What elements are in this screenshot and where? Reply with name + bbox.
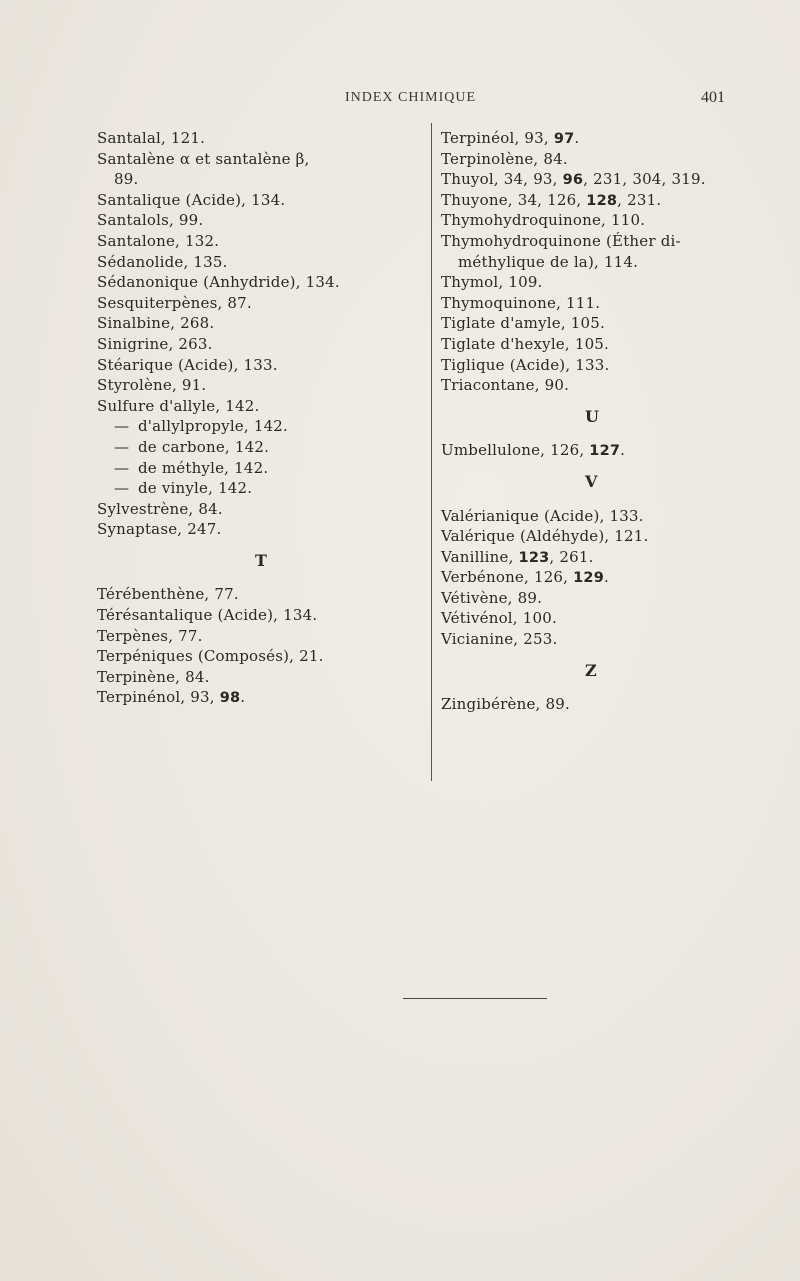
index-entry: Thymoquinone, 111. (441, 293, 601, 312)
index-entry: Zingibérène, 89. (441, 695, 570, 714)
index-entry-continuation: 89. (114, 170, 139, 189)
index-entry: Térébenthène, 77. (97, 585, 239, 604)
index-entry: Terpènes, 77. (97, 626, 203, 645)
index-entry: Styrolène, 91. (97, 376, 207, 395)
index-subentry (97, 478, 427, 499)
entry-text: Terpinénol, 93, (97, 688, 220, 707)
entry-text: . (240, 688, 246, 707)
index-entry: Sinigrine, 263. (97, 334, 213, 353)
subentry-text: de carbone, 142. (138, 437, 270, 456)
index-entry: Santalique (Acide), 134. (97, 190, 286, 209)
index-column-left (97, 128, 427, 708)
subentry-text: d'allylpropyle, 142. (138, 417, 289, 436)
index-entry: Synaptase, 247. (97, 520, 222, 539)
index-entry: Sinalbine, 268. (97, 314, 215, 333)
index-entry: Thymol, 109. (441, 273, 543, 292)
ditto-dash: — (114, 479, 130, 498)
index-entry: Térésantalique (Acide), 134. (97, 606, 318, 625)
index-entry: Thymohydroquinone (Éther di- (441, 231, 681, 250)
index-entry: Sulfure d'allyle, 142. (97, 396, 260, 415)
entry-text: , 231, 304, 319. (583, 170, 706, 189)
index-entry: Sylvestrène, 84. (97, 499, 223, 518)
index-entry-continuation: méthylique de la), 114. (458, 252, 639, 271)
index-entry: Vétivène, 89. (441, 588, 543, 607)
index-entry (441, 190, 781, 211)
subentry-text: de méthyle, 142. (138, 458, 269, 477)
index-entry: Tiglate d'hexyle, 105. (441, 334, 610, 353)
section-letter-u: U (585, 406, 600, 426)
index-entry: Vétivénol, 100. (441, 609, 557, 628)
entry-text: Verbénone, 126, (441, 568, 574, 587)
index-entry: Santalène α et santalène β, (97, 149, 310, 168)
entry-text: . (574, 129, 580, 147)
index-subentry (97, 416, 427, 437)
index-subentry (97, 437, 427, 458)
index-entry: Terpinène, 84. (97, 667, 210, 686)
index-column-right (441, 128, 781, 715)
entry-text: Thuyol, 34, 93, (441, 170, 563, 189)
index-entry: Sédanonique (Anhydride), 134. (97, 273, 340, 292)
index-entry: Santalal, 121. (97, 129, 206, 147)
entry-text: . (604, 568, 609, 587)
index-entry: Valérianique (Acide), 133. (441, 506, 644, 525)
index-entry: Thymohydroquinone, 110. (441, 211, 646, 230)
index-entry: Triacontane, 90. (441, 376, 570, 395)
entry-text: . (620, 441, 626, 460)
index-entry: Tiglique (Acide), 133. (441, 355, 610, 374)
index-entry (441, 169, 781, 190)
subentry-text: de vinyle, 142. (138, 479, 253, 498)
entry-text: Umbellulone, 126, (441, 441, 590, 460)
main-page-ref: 127 (589, 443, 621, 460)
index-entry: Terpinolène, 84. (441, 149, 568, 168)
entry-text: , 261. (549, 547, 594, 566)
entry-text: , 231. (617, 190, 662, 209)
main-page-ref: 96 (562, 172, 584, 189)
index-entry (441, 567, 781, 588)
index-entry (97, 687, 427, 708)
ditto-dash: — (114, 437, 130, 456)
main-page-ref: 123 (518, 549, 550, 566)
index-entry: Sesquiterpènes, 87. (97, 293, 252, 312)
index-entry (441, 440, 781, 461)
entry-text: Vanilline, (441, 547, 519, 566)
index-entry: Santalols, 99. (97, 211, 204, 230)
index-entry: Stéarique (Acide), 133. (97, 355, 278, 374)
section-letter-z: Z (585, 660, 597, 680)
running-head-title: INDEX CHIMIQUE (345, 90, 477, 105)
index-subentry (97, 458, 427, 479)
index-entry: Valérique (Aldéhyde), 121. (441, 527, 649, 546)
main-page-ref: 129 (573, 570, 604, 587)
index-entry (441, 128, 781, 149)
main-page-ref: 97 (553, 131, 575, 147)
main-page-ref: 98 (219, 690, 241, 707)
running-head (0, 90, 800, 110)
index-entry: Vicianine, 253. (441, 630, 558, 649)
index-entry (441, 547, 781, 568)
section-letter-t: T (255, 550, 268, 570)
column-divider (431, 123, 432, 781)
section-letter-v: V (585, 471, 598, 491)
ditto-dash: — (114, 417, 130, 436)
main-page-ref: 128 (586, 192, 618, 209)
index-entry: Sédanolide, 135. (97, 252, 228, 271)
index-entry: Terpéniques (Composés), 21. (97, 647, 324, 666)
end-rule (403, 998, 547, 999)
entry-text: Thuyone, 34, 126, (441, 190, 587, 209)
index-entry: Santalone, 132. (97, 231, 220, 250)
page-number: 401 (701, 89, 725, 106)
index-entry: Tiglate d'amyle, 105. (441, 314, 605, 333)
entry-text: Terpinéol, 93, (441, 129, 554, 147)
ditto-dash: — (114, 458, 130, 477)
